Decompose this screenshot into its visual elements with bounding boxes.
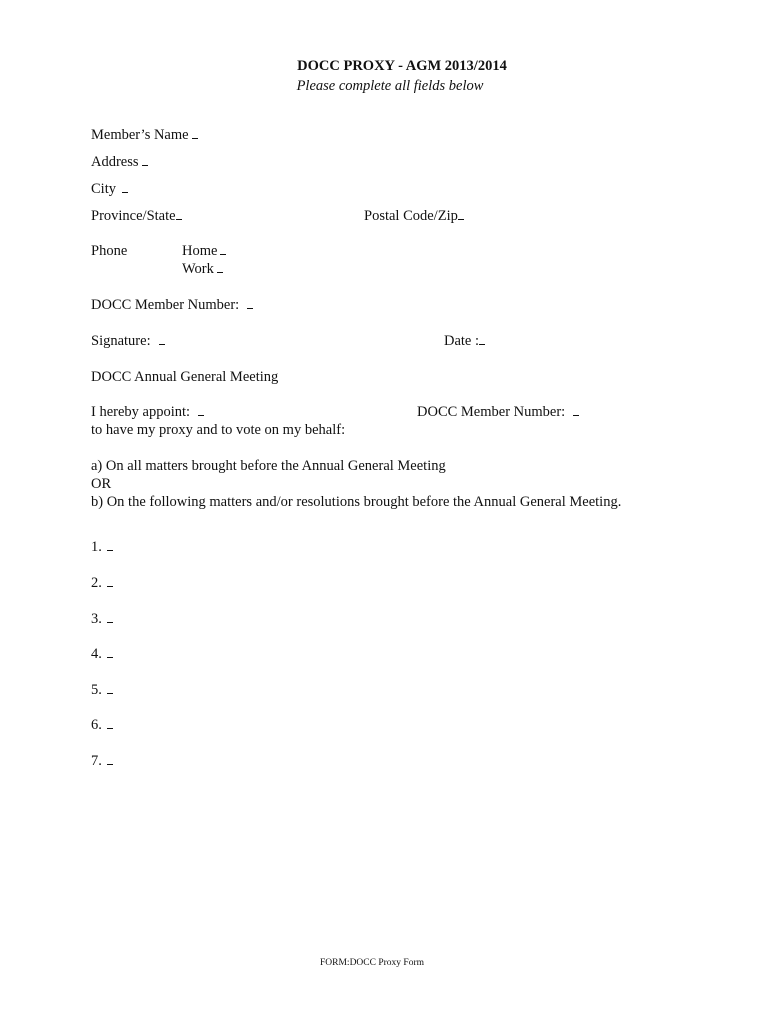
work-phone-line[interactable]: [217, 260, 223, 273]
appoint-label: I hereby appoint:: [91, 404, 191, 420]
members-name-label: Member’s Name: [91, 127, 189, 143]
resolution-number: 1.: [91, 539, 102, 555]
resolution-number: 3.: [91, 611, 102, 627]
date-label: Date :: [444, 333, 480, 349]
resolution-line[interactable]: [107, 574, 113, 587]
member-number-label: DOCC Member Number:: [91, 297, 240, 313]
proxy-statement: to have my proxy and to vote on my behalf:: [91, 422, 346, 438]
province-state-label: Province/State: [91, 208, 176, 224]
province-state-line[interactable]: [176, 207, 182, 220]
resolution-line[interactable]: [107, 645, 113, 658]
resolution-number: 2.: [91, 575, 102, 591]
form-footer: FORM:DOCC Proxy Form: [320, 958, 424, 968]
phone-label: Phone: [91, 243, 128, 259]
address-line[interactable]: [142, 153, 148, 166]
appoint-line[interactable]: [198, 403, 204, 416]
city-field[interactable]: [91, 180, 128, 198]
work-phone-label: Work: [182, 261, 214, 277]
proxy-member-number-field[interactable]: [417, 403, 579, 421]
option-b: b) On the following matters and/or resolutions brought before the Annual General Meeting.: [91, 494, 622, 510]
option-a: a) On all matters brought before the Annual General Meeting: [91, 458, 446, 474]
signature-field[interactable]: [91, 332, 165, 350]
resolution-item[interactable]: [91, 645, 113, 663]
form-subtitle: Please complete all fields below: [296, 78, 484, 94]
resolution-number: 6.: [91, 717, 102, 733]
members-name-field[interactable]: [91, 126, 198, 144]
signature-label: Signature:: [91, 333, 151, 349]
province-state-field[interactable]: [91, 207, 182, 225]
postal-code-line[interactable]: [458, 207, 464, 220]
appoint-field[interactable]: [91, 403, 204, 421]
resolution-item[interactable]: [91, 610, 113, 628]
date-field[interactable]: [444, 332, 485, 350]
home-phone-field[interactable]: [182, 242, 226, 260]
resolution-line[interactable]: [107, 610, 113, 623]
home-phone-label: Home: [182, 243, 218, 259]
address-label: Address: [91, 154, 139, 170]
member-number-line[interactable]: [247, 296, 253, 309]
postal-code-label: Postal Code/Zip: [364, 208, 458, 224]
work-phone-field[interactable]: [182, 260, 223, 278]
form-title: DOCC PROXY - AGM 2013/2014: [297, 58, 507, 74]
resolution-item[interactable]: [91, 681, 113, 699]
member-number-field[interactable]: [91, 296, 253, 314]
resolution-number: 5.: [91, 682, 102, 698]
resolution-line[interactable]: [107, 681, 113, 694]
proxy-member-number-label: DOCC Member Number:: [417, 404, 566, 420]
address-field[interactable]: [91, 153, 148, 171]
agm-heading: DOCC Annual General Meeting: [91, 369, 279, 385]
option-or: OR: [91, 476, 112, 492]
home-phone-line[interactable]: [220, 242, 226, 255]
city-label: City: [91, 181, 116, 197]
resolution-item[interactable]: [91, 752, 113, 770]
city-line[interactable]: [122, 180, 128, 193]
signature-line[interactable]: [159, 332, 165, 345]
postal-code-field[interactable]: [364, 207, 464, 225]
proxy-member-number-line[interactable]: [573, 403, 579, 416]
resolution-line[interactable]: [107, 716, 113, 729]
resolution-line[interactable]: [107, 752, 113, 765]
resolution-line[interactable]: [107, 538, 113, 551]
resolution-item[interactable]: [91, 716, 113, 734]
resolution-number: 4.: [91, 646, 102, 662]
members-name-line[interactable]: [192, 126, 198, 139]
resolution-item[interactable]: [91, 574, 113, 592]
date-line[interactable]: [479, 332, 485, 345]
resolution-number: 7.: [91, 753, 102, 769]
resolution-item[interactable]: [91, 538, 113, 556]
